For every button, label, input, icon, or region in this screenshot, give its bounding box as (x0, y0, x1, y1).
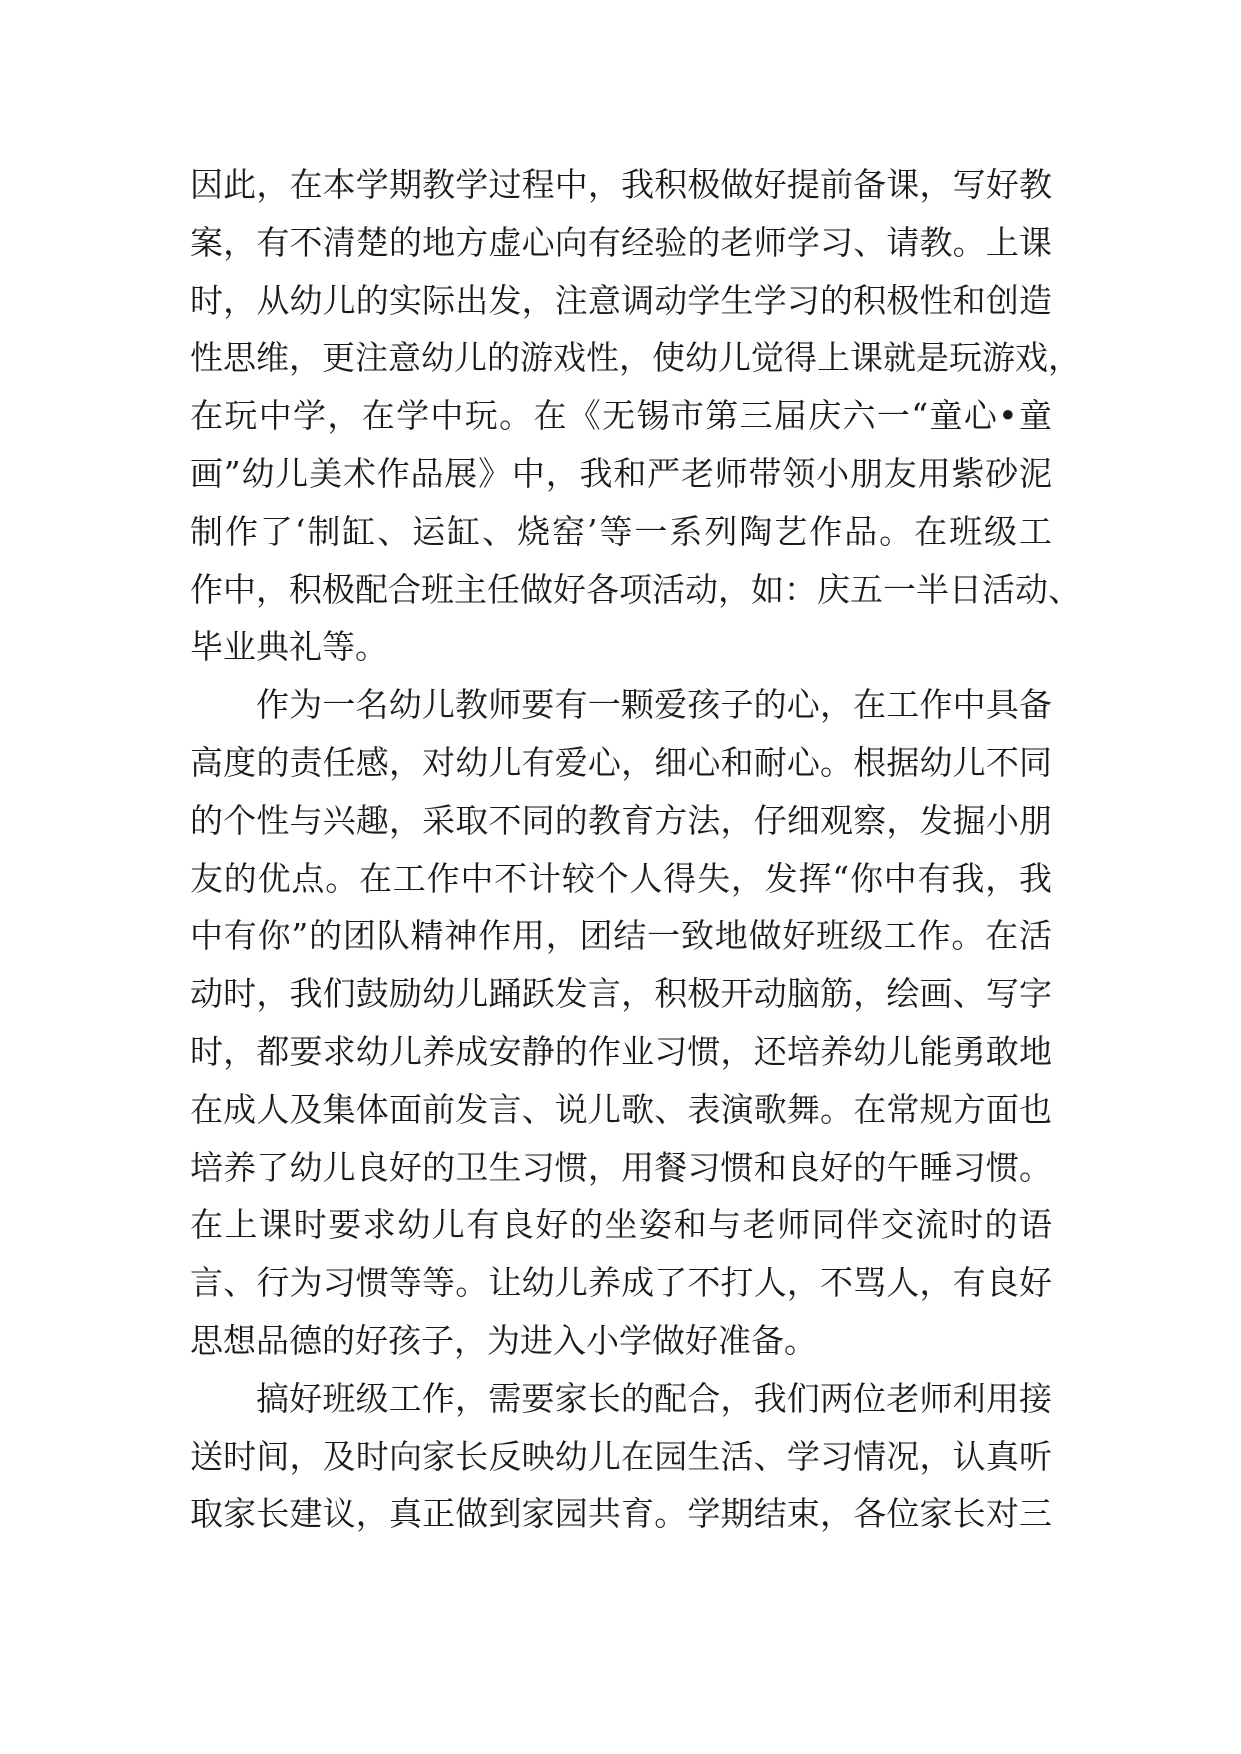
text-line: 高度的责任感，对幼儿有爱心，细心和耐心。根据幼儿不同 (190, 742, 1052, 782)
text-line: 中有你”的团队精神作用，团结一致地做好班级工作。在活 (190, 916, 1052, 956)
paragraph-2 (190, 676, 1052, 1370)
text-line: 送时间，及时向家长反映幼儿在园生活、学习情况，认真听 (190, 1436, 1052, 1476)
text-line: 毕业典礼等。 (190, 627, 388, 667)
text-line: 搞好班级工作，需要家长的配合，我们两位老师利用接 (256, 1378, 1052, 1418)
text-line: 案，有不清楚的地方虚心向有经验的老师学习、请教。上课 (190, 222, 1052, 262)
text-line: 培养了幼儿良好的卫生习惯，用餐习惯和良好的午睡习惯。 (190, 1147, 1052, 1187)
text-line: 时，都要求幼儿养成安静的作业习惯，还培养幼儿能勇敢地 (190, 1031, 1052, 1071)
text-line: 制作了‘制缸、运缸、烧窑’等一系列陶艺作品。在班级工 (190, 511, 1052, 551)
text-line: 因此，在本学期教学过程中，我积极做好提前备课，写好教 (190, 165, 1052, 204)
text-line: 在上课时要求幼儿有良好的坐姿和与老师同伴交流时的语 (190, 1205, 1052, 1245)
text-line: 动时，我们鼓励幼儿踊跃发言，积极开动脑筋，绘画、写字 (190, 974, 1052, 1014)
text-line: 在成人及集体面前发言、说儿歌、表演歌舞。在常规方面也 (190, 1089, 1052, 1129)
paragraph-1 (190, 156, 1081, 676)
text-line: 作为一名幼儿教师要有一颗爱孩子的心，在工作中具备 (256, 685, 1052, 725)
text-line: 的个性与兴趣，采取不同的教育方法，仔细观察，发掘小朋 (190, 800, 1052, 840)
text-line: 取家长建议，真正做到家园共育。学期结束，各位家长对三 (190, 1494, 1052, 1534)
text-line: 性思维，更注意幼儿的游戏性，使幼儿觉得上课就是玩游戏， (190, 338, 1081, 378)
text-line: 画”幼儿美术作品展》中，我和严老师带领小朋友用紫砂泥 (190, 453, 1052, 493)
text-line: 言、行为习惯等等。让幼儿养成了不打人，不骂人，有良好 (190, 1263, 1052, 1303)
body-text (190, 156, 1081, 1543)
paragraph-3 (190, 1370, 1052, 1543)
text-line: 在玩中学，在学中玩。在《无锡市第三届庆六一“童心•童 (190, 396, 1052, 436)
text-line: 作中，积极配合班主任做好各项活动，如：庆五一半日活动、 (190, 569, 1081, 609)
text-line: 时，从幼儿的实际出发，注意调动学生学习的积极性和创造 (190, 280, 1052, 320)
text-line: 思想品德的好孩子，为进入小学做好准备。 (190, 1320, 817, 1360)
text-line: 友的优点。在工作中不计较个人得失，发挥“你中有我，我 (190, 858, 1052, 898)
